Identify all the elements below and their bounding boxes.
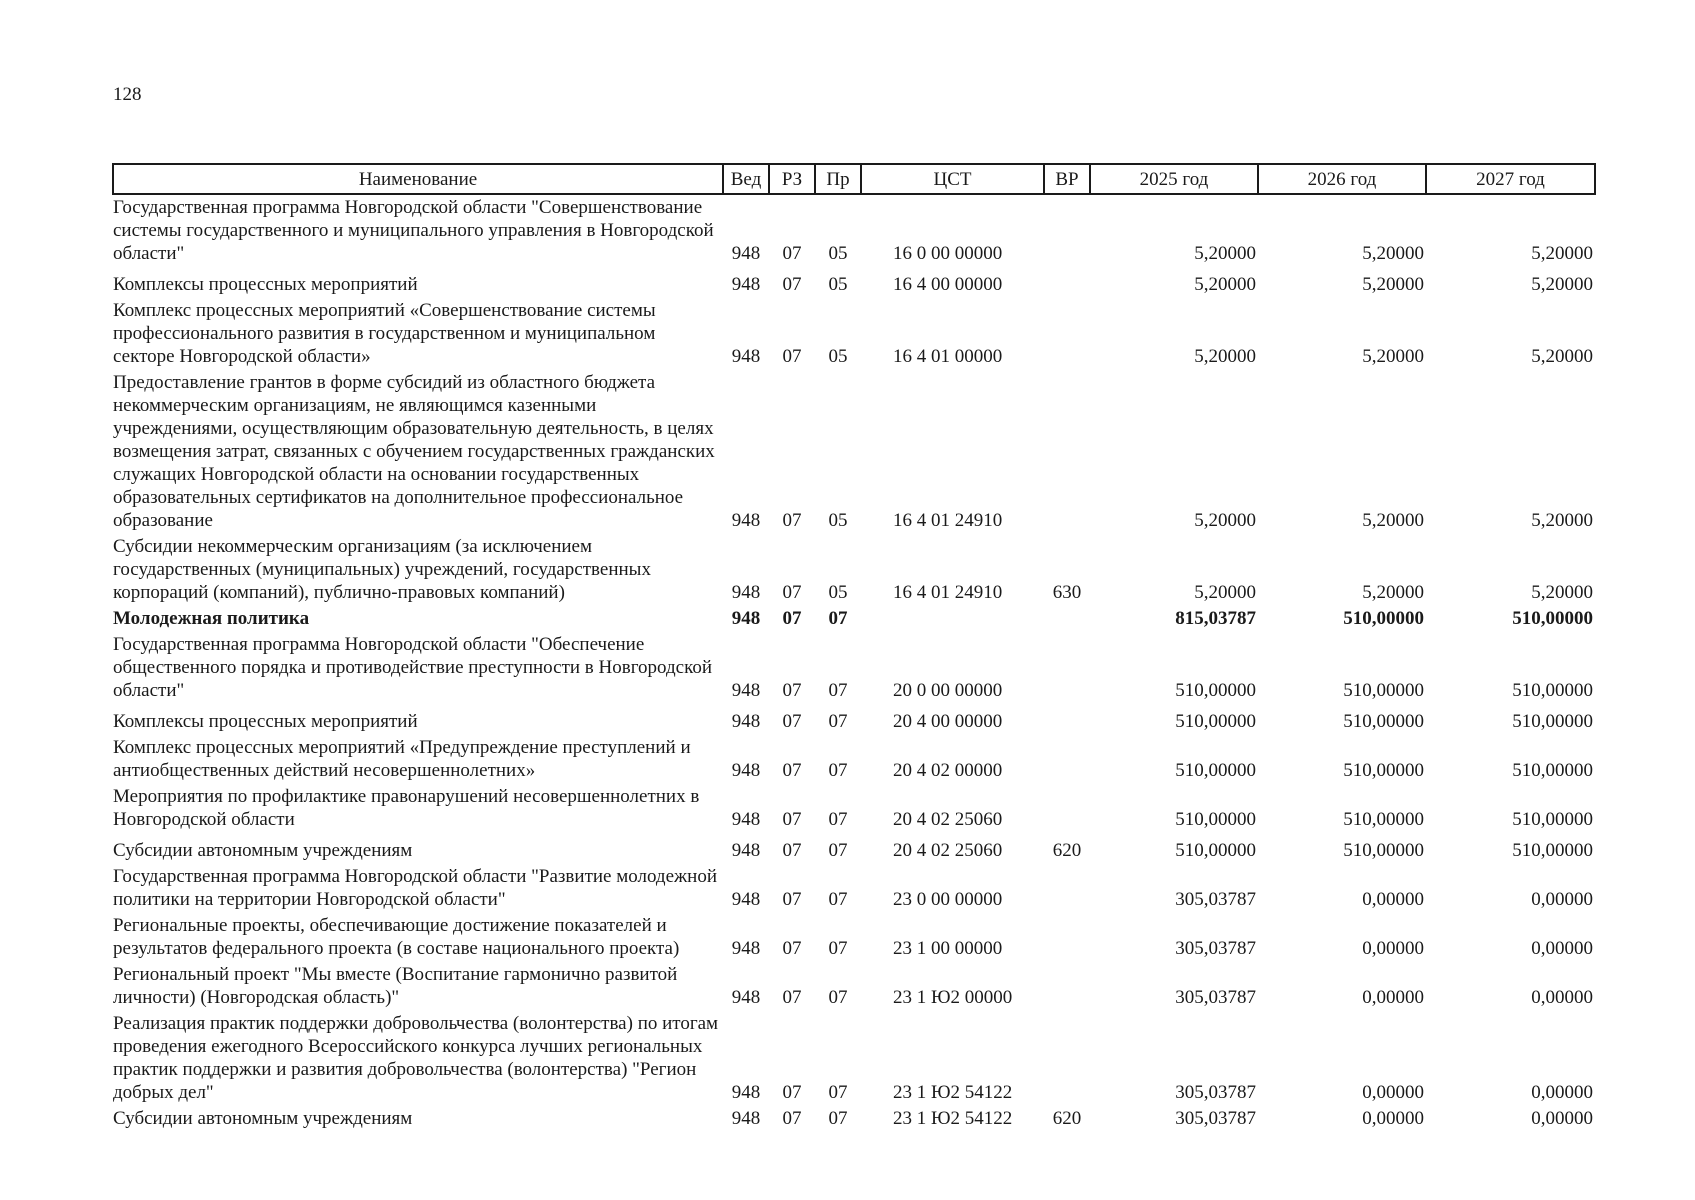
cell-rz: 07 (782, 809, 802, 830)
cell-rz: 07 (782, 1108, 802, 1129)
cell-rz: 07 (782, 243, 802, 264)
cell-2025: 305,03787 (1175, 938, 1256, 959)
table-row (113, 194, 1595, 267)
cell-2027: 0,00000 (1531, 987, 1593, 1008)
header-rz: РЗ (769, 164, 815, 194)
cell-2025: 815,03787 (1175, 608, 1256, 629)
table-row (113, 267, 1595, 298)
cell-vr (1044, 1011, 1090, 1106)
cell-cst: 23 1 Ю2 54122 (893, 1108, 1013, 1129)
cell-2025: 510,00000 (1175, 711, 1256, 732)
cell-pr: 07 (828, 840, 848, 861)
cell-vr: 620 (1052, 840, 1082, 861)
cell-pr: 07 (828, 711, 848, 732)
cell-2027: 510,00000 (1512, 809, 1593, 830)
cell-ved: 948 (731, 889, 761, 910)
table-row (113, 962, 1595, 1011)
cell-rz: 07 (782, 510, 802, 531)
cell-ved: 948 (731, 1082, 761, 1103)
table-row (113, 864, 1595, 913)
cell-rz: 07 (782, 938, 802, 959)
cell-2027: 0,00000 (1531, 889, 1593, 910)
cell-rz: 07 (782, 346, 802, 367)
cell-2025: 5,20000 (1194, 274, 1256, 295)
cell-ved: 948 (731, 680, 761, 701)
cell-2027: 510,00000 (1512, 608, 1593, 629)
cell-cst: 16 4 01 00000 (893, 346, 1003, 367)
cell-2025: 305,03787 (1175, 889, 1256, 910)
cell-2027: 5,20000 (1531, 510, 1593, 531)
cell-vr (1044, 784, 1090, 833)
cell-name: Комплексы процессных мероприятий (113, 274, 418, 295)
cell-name: Комплексы процессных мероприятий (113, 711, 418, 732)
cell-pr: 07 (828, 1108, 848, 1129)
cell-2025: 510,00000 (1175, 809, 1256, 830)
header-2027: 2027 год (1426, 164, 1595, 194)
cell-name: Молодежная политика (113, 608, 310, 629)
cell-cst: 20 0 00 00000 (893, 680, 1003, 701)
cell-ved: 948 (731, 608, 761, 629)
cell-rz: 07 (782, 680, 802, 701)
cell-ved: 948 (731, 274, 761, 295)
cell-2026: 0,00000 (1362, 987, 1424, 1008)
cell-2026: 510,00000 (1343, 680, 1424, 701)
header-2026: 2026 год (1258, 164, 1426, 194)
cell-ved: 948 (731, 938, 761, 959)
cell-vr (1044, 370, 1090, 534)
cell-2025: 5,20000 (1194, 243, 1256, 264)
cell-cst: 16 4 01 24910 (893, 510, 1003, 531)
cell-2026: 0,00000 (1362, 1082, 1424, 1103)
cell-cst (861, 606, 1044, 632)
table-row (113, 704, 1595, 735)
cell-name: Субсидии некоммерческим организациям (за исключением государственных (муниципальных) учреждений, государственных корпораций (компаний), публично-правовых компаний) (113, 536, 651, 603)
cell-cst: 16 4 01 24910 (893, 582, 1003, 603)
cell-cst: 16 0 00 00000 (893, 243, 1003, 264)
cell-2026: 0,00000 (1362, 1108, 1424, 1129)
table-row (113, 632, 1595, 704)
cell-pr: 05 (828, 346, 848, 367)
cell-ved: 948 (731, 840, 761, 861)
cell-2026: 510,00000 (1343, 711, 1424, 732)
cell-2025: 510,00000 (1175, 760, 1256, 781)
cell-2027: 510,00000 (1512, 840, 1593, 861)
cell-2025: 305,03787 (1175, 1108, 1256, 1129)
cell-2026: 5,20000 (1362, 243, 1424, 264)
cell-name: Субсидии автономным учреждениям (113, 840, 413, 861)
cell-vr (1044, 913, 1090, 962)
cell-cst: 16 4 00 00000 (893, 274, 1003, 295)
header-ved: Вед (723, 164, 769, 194)
cell-vr (1044, 267, 1090, 298)
cell-ved: 948 (731, 582, 761, 603)
cell-name: Мероприятия по профилактике правонарушений несовершеннолетних в Новгородской области (113, 786, 700, 830)
cell-rz: 07 (782, 987, 802, 1008)
cell-rz: 07 (782, 889, 802, 910)
cell-pr: 07 (828, 809, 848, 830)
cell-2027: 5,20000 (1531, 582, 1593, 603)
cell-name: Реализация практик поддержки добровольчества (волонтерства) по итогам проведения ежегодного Всероссийского конкурса лучших региональных практик поддержки и развития добровольчества (волонтерства) "Регион добрых дел" (113, 1013, 719, 1103)
cell-vr (1044, 864, 1090, 913)
cell-cst: 20 4 00 00000 (893, 711, 1003, 732)
cell-vr (1044, 632, 1090, 704)
cell-cst: 23 1 00 00000 (893, 938, 1003, 959)
cell-ved: 948 (731, 346, 761, 367)
cell-name: Государственная программа Новгородской области "Обеспечение общественного порядка и противодействие преступности в Новгородской области" (113, 634, 713, 701)
cell-vr (1044, 194, 1090, 267)
cell-rz: 07 (782, 274, 802, 295)
cell-cst: 23 1 Ю2 00000 (893, 987, 1013, 1008)
cell-pr: 07 (828, 987, 848, 1008)
cell-pr: 07 (828, 938, 848, 959)
cell-cst: 23 1 Ю2 54122 (893, 1082, 1013, 1103)
cell-ved: 948 (731, 243, 761, 264)
cell-2026: 5,20000 (1362, 510, 1424, 531)
cell-2027: 5,20000 (1531, 243, 1593, 264)
budget-table (112, 163, 1596, 1132)
table-header-row (113, 164, 1595, 194)
page-number: 128 (113, 84, 142, 105)
cell-vr (1044, 298, 1090, 370)
header-name: Наименование (113, 164, 723, 194)
cell-2026: 5,20000 (1362, 274, 1424, 295)
cell-2026: 510,00000 (1343, 809, 1424, 830)
cell-2027: 5,20000 (1531, 274, 1593, 295)
cell-pr: 05 (828, 243, 848, 264)
cell-2025: 5,20000 (1194, 346, 1256, 367)
cell-vr (1044, 606, 1090, 632)
cell-2026: 5,20000 (1362, 582, 1424, 603)
cell-2025: 5,20000 (1194, 582, 1256, 603)
cell-ved: 948 (731, 760, 761, 781)
header-pr: Пр (815, 164, 861, 194)
cell-pr: 07 (828, 760, 848, 781)
cell-2026: 510,00000 (1343, 608, 1424, 629)
cell-2026: 5,20000 (1362, 346, 1424, 367)
cell-vr: 630 (1052, 582, 1082, 603)
cell-pr: 07 (828, 889, 848, 910)
cell-pr: 07 (828, 680, 848, 701)
cell-2025: 5,20000 (1194, 510, 1256, 531)
cell-2027: 0,00000 (1531, 1108, 1593, 1129)
cell-name: Предоставление грантов в форме субсидий из областного бюджета некоммерческим организациям, не являющимся казенными учреждениями, осуществляющим образовательную деятельность, в целях возмещения затрат, связанных с обучением государственных гражданских служащих Новгородской области на основании государственных образовательных сертификатов на дополнительное профессиональное образование (113, 372, 715, 531)
cell-rz: 07 (782, 711, 802, 732)
cell-2027: 0,00000 (1531, 1082, 1593, 1103)
table-row (113, 534, 1595, 606)
cell-vr (1044, 735, 1090, 784)
cell-vr (1044, 962, 1090, 1011)
table-row (113, 1011, 1595, 1106)
cell-pr: 07 (828, 608, 848, 629)
cell-cst: 23 0 00 00000 (893, 889, 1003, 910)
cell-cst: 20 4 02 25060 (893, 809, 1003, 830)
cell-ved: 948 (731, 1108, 761, 1129)
cell-pr: 05 (828, 510, 848, 531)
cell-2026: 0,00000 (1362, 938, 1424, 959)
cell-rz: 07 (782, 608, 802, 629)
cell-2027: 510,00000 (1512, 680, 1593, 701)
cell-ved: 948 (731, 987, 761, 1008)
cell-name: Субсидии автономным учреждениям (113, 1108, 413, 1129)
table-row (113, 784, 1595, 833)
cell-2025: 510,00000 (1175, 680, 1256, 701)
cell-2027: 5,20000 (1531, 346, 1593, 367)
cell-2027: 510,00000 (1512, 711, 1593, 732)
cell-name: Государственная программа Новгородской области "Развитие молодежной политики на территории Новгородской области" (113, 866, 717, 910)
table-row (113, 833, 1595, 864)
cell-2027: 510,00000 (1512, 760, 1593, 781)
cell-rz: 07 (782, 582, 802, 603)
header-vr: ВР (1044, 164, 1090, 194)
cell-2026: 0,00000 (1362, 889, 1424, 910)
cell-name: Государственная программа Новгородской области "Совершенствование системы государственного и муниципального управления в Новгородской области" (113, 197, 714, 264)
cell-name: Комплекс процессных мероприятий «Предупреждение преступлений и антиобщественных действий несовершеннолетних» (113, 737, 691, 781)
cell-ved: 948 (731, 510, 761, 531)
table-row (113, 913, 1595, 962)
cell-2027: 0,00000 (1531, 938, 1593, 959)
cell-2025: 305,03787 (1175, 987, 1256, 1008)
cell-2026: 510,00000 (1343, 840, 1424, 861)
cell-cst: 20 4 02 00000 (893, 760, 1003, 781)
cell-vr (1044, 704, 1090, 735)
cell-rz: 07 (782, 840, 802, 861)
cell-2025: 305,03787 (1175, 1082, 1256, 1103)
cell-ved: 948 (731, 809, 761, 830)
cell-pr: 05 (828, 274, 848, 295)
cell-ved: 948 (731, 711, 761, 732)
cell-name: Региональный проект "Мы вместе (Воспитание гармонично развитой личности) (Новгородская область)" (113, 964, 678, 1008)
table-row (113, 1106, 1595, 1132)
table-row (113, 370, 1595, 534)
table-row (113, 606, 1595, 632)
cell-cst: 20 4 02 25060 (893, 840, 1003, 861)
cell-2026: 510,00000 (1343, 760, 1424, 781)
cell-rz: 07 (782, 760, 802, 781)
table-row (113, 298, 1595, 370)
cell-2025: 510,00000 (1175, 840, 1256, 861)
cell-pr: 05 (828, 582, 848, 603)
table-row (113, 735, 1595, 784)
header-2025: 2025 год (1090, 164, 1258, 194)
cell-rz: 07 (782, 1082, 802, 1103)
cell-vr: 620 (1052, 1108, 1082, 1129)
cell-pr: 07 (828, 1082, 848, 1103)
header-cst: ЦСТ (861, 164, 1044, 194)
cell-name: Региональные проекты, обеспечивающие достижение показателей и результатов федерального проекта (в составе национального проекта) (113, 915, 680, 959)
table-body (113, 194, 1595, 1132)
cell-name: Комплекс процессных мероприятий «Совершенствование системы профессионального развития в государственном и муниципальном секторе Новгородской области» (113, 300, 656, 367)
